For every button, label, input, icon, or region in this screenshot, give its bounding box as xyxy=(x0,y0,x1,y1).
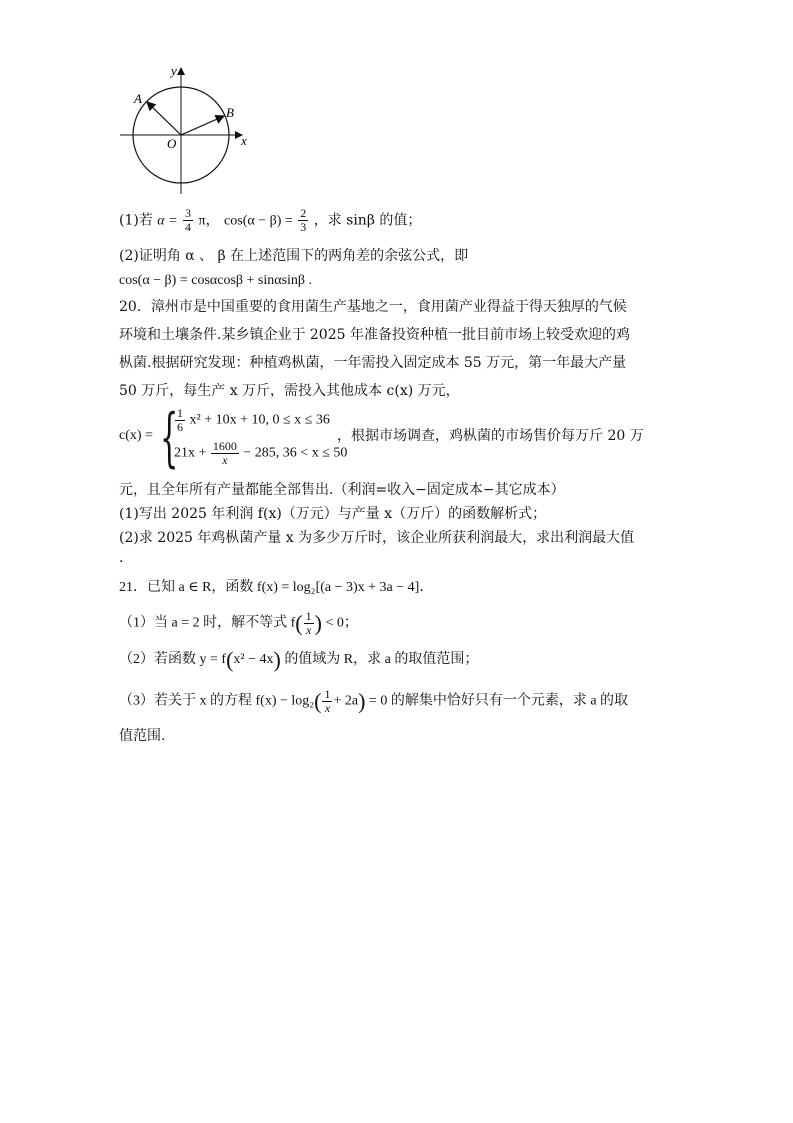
alpha-eq: α = xyxy=(157,213,178,229)
piecewise-brace: { xyxy=(160,401,179,475)
label-B: B xyxy=(226,105,234,120)
paren-open: ( xyxy=(295,610,303,636)
q20-line4: 50 万斤，每生产 x 万斤，需投入其他成本 c(x) 万元， xyxy=(119,383,460,399)
sub3-mid: + 2a xyxy=(333,693,359,709)
paren-open: ( xyxy=(314,688,322,714)
q20-sub1: (1)写出 2025 年利润 f(x)（万元）与产量 x（万斤）的函数解析式； xyxy=(119,506,547,522)
q21-sub3-line2: 值范围. xyxy=(119,728,166,744)
frac-den: 4 xyxy=(185,220,192,234)
frac-num: 2 xyxy=(300,206,307,220)
paren-close: ) xyxy=(358,688,366,714)
label-y: y xyxy=(171,63,177,78)
vector-OB xyxy=(181,116,224,135)
piecewise-label: c(x) = xyxy=(119,428,153,443)
frac-den: x xyxy=(305,623,312,637)
q19-part1 xyxy=(119,207,421,234)
frac-num: 1600 xyxy=(212,439,237,453)
frac-num: 3 xyxy=(185,206,192,220)
part1-tail: ，求 sinβ 的值； xyxy=(313,212,422,229)
q20-line5: 元，且全年所有产量都能全部售出.（利润=收入−固定成本−其它成本） xyxy=(119,482,565,498)
q21-sub2 xyxy=(119,649,478,671)
frac-1600-x xyxy=(211,440,239,467)
sub3-post: = 0 的解集中恰好只有一个元素，求 a 的取 xyxy=(368,693,629,709)
frac-den: x xyxy=(222,453,228,467)
sub1-prefix: （1）当 a = 2 时，解不等式 f xyxy=(119,615,296,631)
q20-line2: 环境和土壤条件.某乡镇企业于 2025 年准备投资种植一批目前市场上较受欢迎的鸡 xyxy=(119,327,630,343)
label-x: x xyxy=(241,133,247,148)
q20-after-cases: ，根据市场调查，鸡枞菌的市场售价每万斤 20 万 xyxy=(337,428,644,444)
case1-expression: x² + 10x + 10, 0 ≤ x ≤ 36 xyxy=(189,412,330,428)
vector-OA xyxy=(147,102,181,135)
sub1-post: < 0； xyxy=(325,615,358,631)
frac-2-3 xyxy=(298,207,308,234)
q20-line3: 枞菌.根据研究发现：种植鸡枞菌，一年需投入固定成本 55 万元，第一年最大产量 xyxy=(119,355,627,371)
q21-sub1 xyxy=(119,610,358,637)
q21-intro: 21．已知 a ∈ R，函数 f(x) = log₂[(a − 3)x + 3a − 4]． xyxy=(119,580,434,595)
sub2-inner: x² − 4x xyxy=(233,652,274,668)
frac-1-6 xyxy=(175,407,185,434)
case2-expression: − 285, 36 < x ≤ 50 xyxy=(243,445,348,461)
frac-1-x xyxy=(322,688,332,715)
frac-num: 1 xyxy=(324,687,331,701)
frac-num: 1 xyxy=(177,406,183,420)
paren-open: ( xyxy=(226,647,234,672)
frac-1-x xyxy=(304,610,314,637)
piecewise-case2 xyxy=(174,440,347,467)
unit-circle-figure xyxy=(118,62,258,196)
case2-lead: 21x + xyxy=(174,445,207,461)
q21-sub3 xyxy=(119,688,628,715)
sub2-prefix: （2）若函数 y = f xyxy=(119,652,227,668)
label-A: A xyxy=(134,91,142,106)
q20-sub2-tail: . xyxy=(119,550,124,566)
cos-diff: cos(α − β) = xyxy=(224,213,293,229)
frac-num: 1 xyxy=(305,609,312,623)
frac-den: 3 xyxy=(300,220,307,234)
paren-close: ) xyxy=(273,647,281,672)
part1-prefix: (1)若 xyxy=(119,212,153,229)
frac-den: 6 xyxy=(177,420,183,434)
q20-line1: 20．漳州市是中国重要的食用菌生产基地之一，食用菌产业得益于得天独厚的气候 xyxy=(119,299,627,315)
q19-part2-formula: cos(α − β) = cosαcosβ + sinαsinβ . xyxy=(119,273,313,288)
frac-3-4 xyxy=(183,207,193,234)
piecewise-case1 xyxy=(174,407,330,434)
pi-symbol: π， xyxy=(198,213,220,229)
label-O: O xyxy=(167,136,177,151)
q20-sub2: (2)求 2025 年鸡枞菌产量 x 为多少万斤时，该企业所获利润最大，求出利润最大值 xyxy=(119,530,635,546)
q19-part2-line1: (2)证明角 α 、 β 在上述范围下的两角差的余弦公式，即 xyxy=(119,248,469,264)
paren-close: ) xyxy=(314,610,322,636)
sub2-post: 的值域为 R，求 a 的取值范围； xyxy=(284,652,479,668)
sub3-prefix: （3）若关于 x 的方程 f(x) − log₂ xyxy=(119,693,315,709)
frac-den: x xyxy=(324,701,331,715)
